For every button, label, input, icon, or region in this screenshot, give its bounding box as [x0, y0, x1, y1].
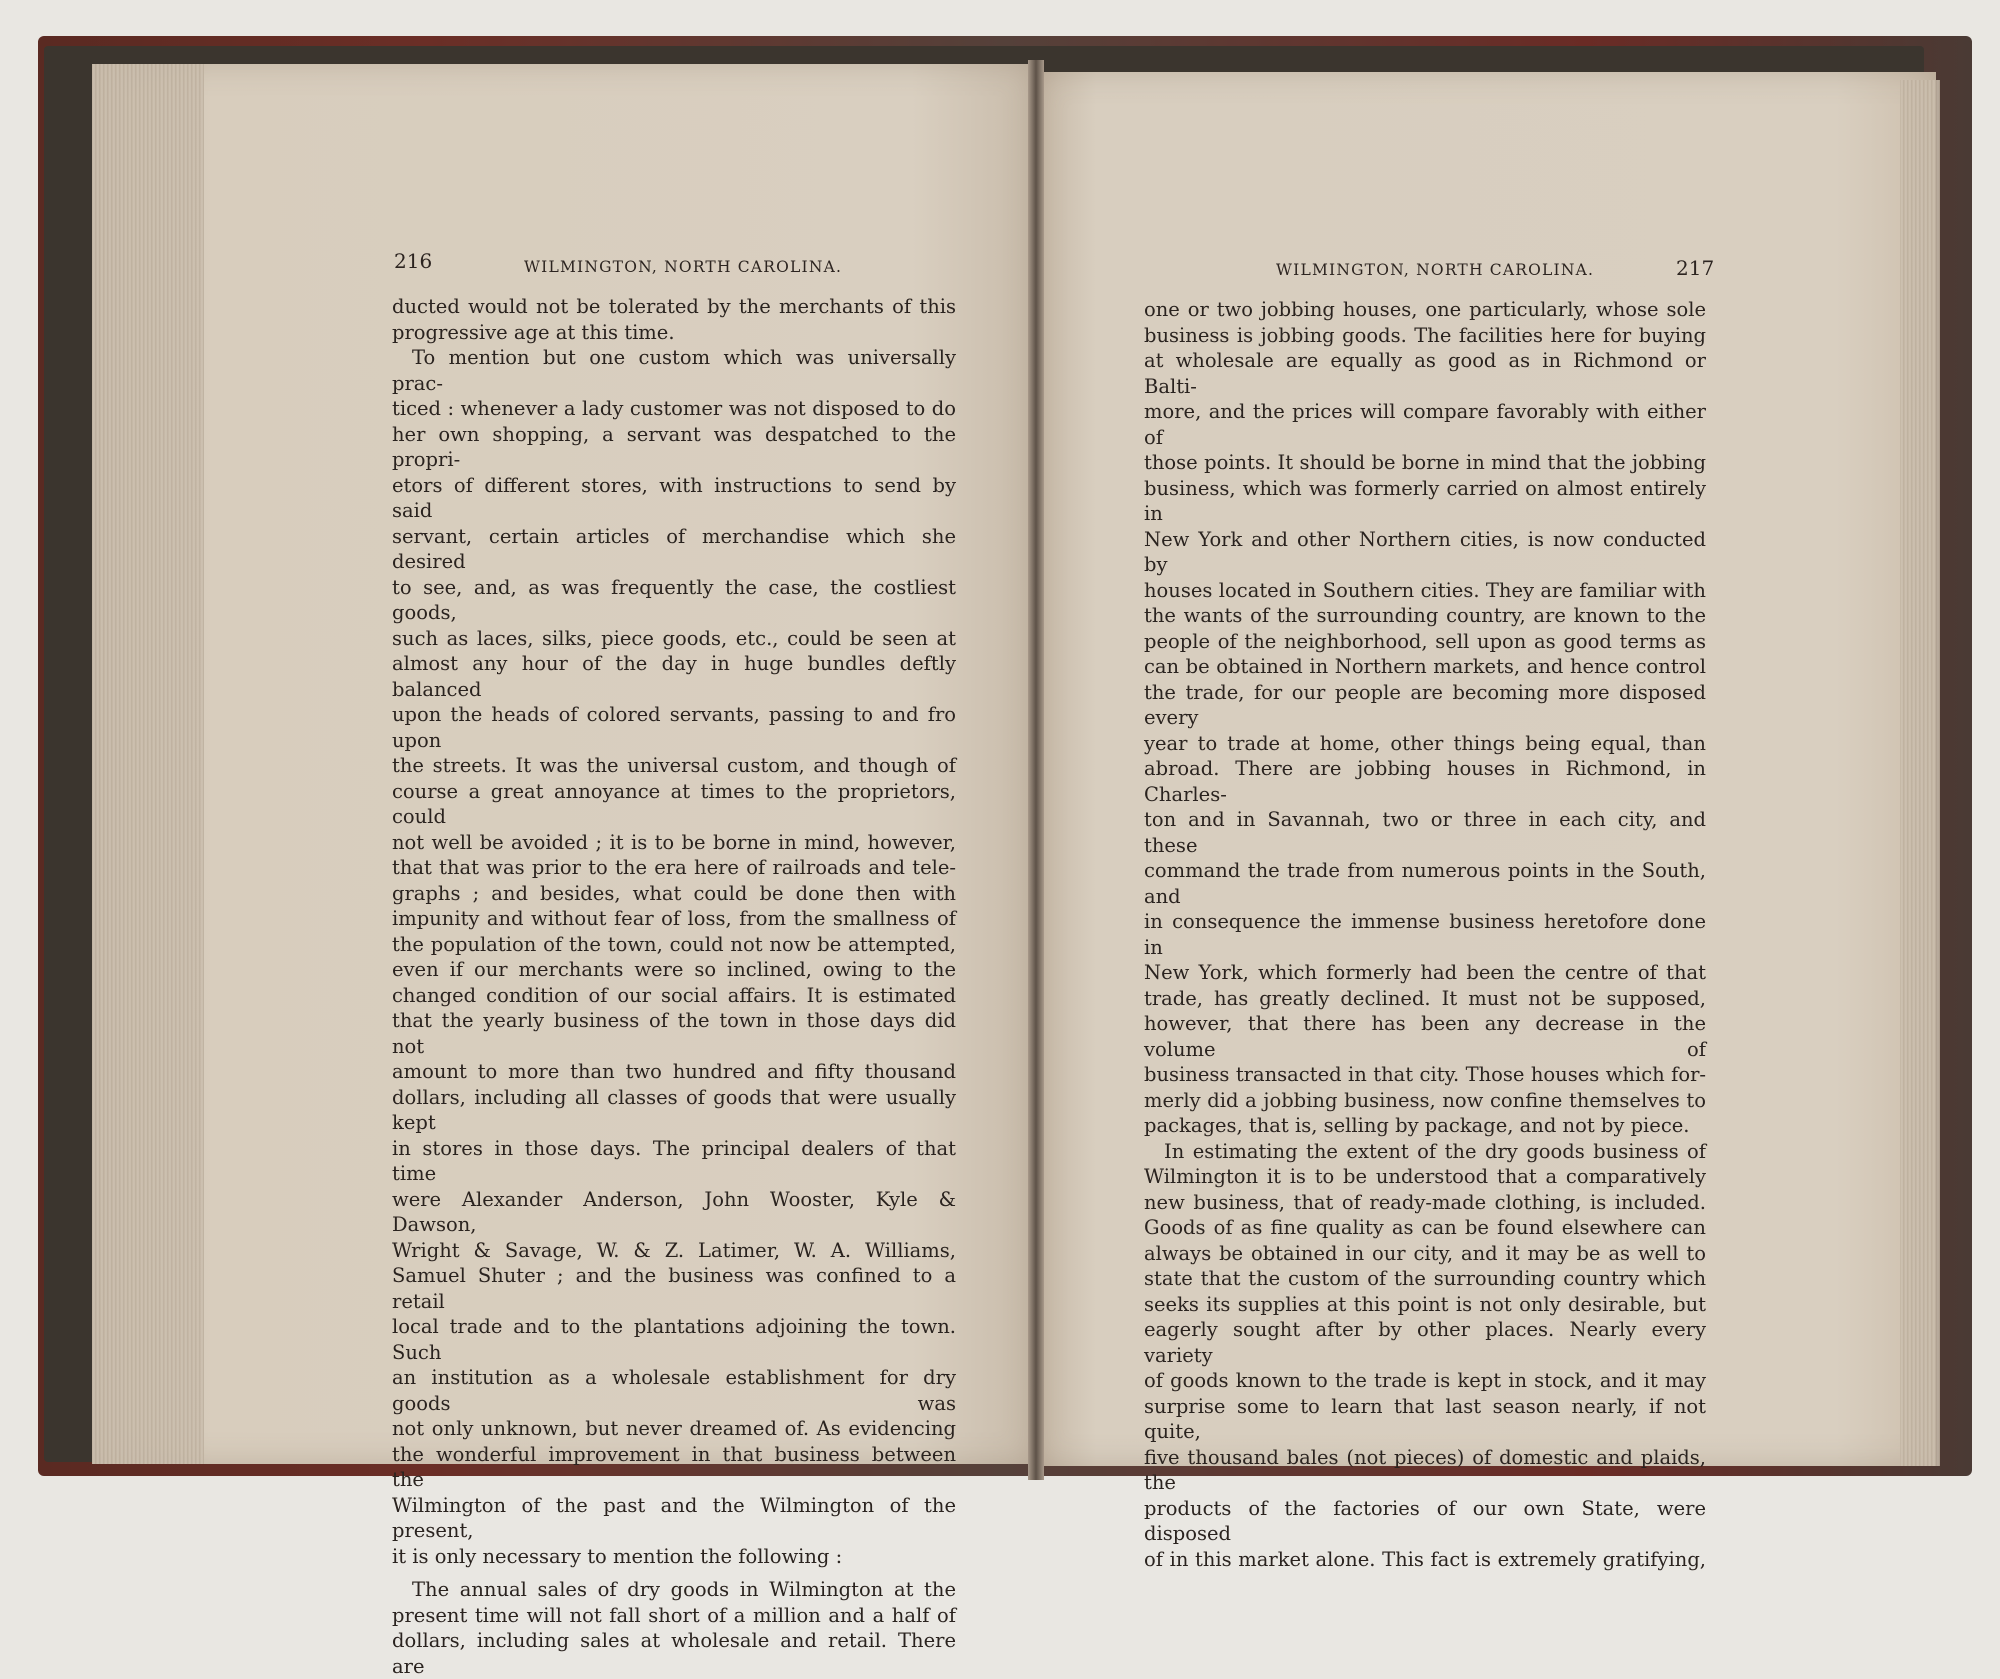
text-line: one or two jobbing houses, one particularly, whose sole — [1144, 298, 1706, 321]
right-page-edges — [1900, 80, 1940, 1466]
book-gutter — [1028, 60, 1044, 1480]
text-line: ducted would not be tolerated by the merchants of this — [392, 295, 956, 318]
text-line: course a great annoyance at times to the proprietors, could — [392, 779, 956, 828]
text-line: eagerly sought after by other places. Nearly every variety — [1144, 1318, 1706, 1367]
text-line: not well be avoided ; it is to be borne in mind, however, — [392, 830, 956, 854]
text-line: to see, and, as was frequently the case, the costliest goods, — [392, 575, 956, 624]
text-line: year to trade at home, other things being equal, than — [1144, 731, 1706, 755]
text-line: dollars, including all classes of goods that were usually kept — [392, 1085, 956, 1134]
text-line: amount to more than two hundred and fifty thousand — [392, 1060, 956, 1083]
text-line: almost any hour of the day in huge bundles deftly balanced — [392, 652, 956, 701]
left-page-body — [392, 294, 956, 1679]
text-line: impunity and without fear of loss, from the smallness of — [392, 907, 956, 930]
text-line: products of the factories of our own State, were disposed — [1144, 1496, 1706, 1545]
text-line: etors of different stores, with instructions to send by said — [392, 473, 956, 522]
text-line: Samuel Shuter ; and the business was confined to a retail — [392, 1264, 956, 1313]
text-line: the streets. It was the universal custom, and though of — [392, 754, 956, 777]
text-line: In estimating the extent of the dry goods business of — [1164, 1139, 1706, 1163]
text-line: business transacted in that city. Those houses which for- — [1144, 1063, 1706, 1086]
text-line: such as laces, silks, piece goods, etc., could be seen at — [392, 626, 956, 650]
text-line: at wholesale are equally as good as in Richmond or Balti- — [1144, 349, 1706, 398]
left-running-head: WILMINGTON, NORTH CAROLINA. — [524, 258, 843, 276]
text-line: the wants of the surrounding country, are known to the — [1144, 604, 1706, 627]
text-line: of in this market alone. This fact is extremely gratifying, — [1144, 1547, 1706, 1571]
text-line: New York and other Northern cities, is now conducted by — [1144, 527, 1706, 576]
text-line: more, and the prices will compare favorably with either of — [1144, 400, 1706, 449]
text-line: graphs ; and besides, what could be done then with — [392, 881, 956, 905]
text-line: even if our merchants were so inclined, owing to the — [392, 958, 956, 981]
text-line: To mention but one custom which was universally prac- — [392, 346, 956, 395]
text-line: upon the heads of colored servants, passing to and fro upon — [392, 703, 956, 752]
text-line: of goods known to the trade is kept in stock, and it may — [1144, 1369, 1706, 1392]
text-line: surprise some to learn that last season nearly, if not quite, — [1144, 1394, 1706, 1443]
text-line: The annual sales of dry goods in Wilmington at the — [412, 1578, 956, 1601]
text-line: can be obtained in Northern markets, and hence control — [1144, 655, 1706, 678]
text-line: people of the neighborhood, sell upon as good terms as — [1144, 629, 1706, 653]
text-line: it is only necessary to mention the following : — [392, 1544, 843, 1568]
text-line: ticed : whenever a lady customer was not disposed to do — [392, 397, 956, 420]
text-line: always be obtained in our city, and it may be as well to — [1144, 1241, 1706, 1265]
text-line: those points. It should be borne in mind that the jobbing — [1144, 451, 1706, 474]
text-line: that that was prior to the era here of railroads and tele- — [392, 856, 956, 879]
text-line: the population of the town, could not now be attempted, — [392, 932, 956, 956]
text-line: new business, that of ready-made clothing, is included. — [1144, 1190, 1706, 1214]
text-line: trade, has greatly declined. It must not be supposed, — [1144, 986, 1706, 1010]
text-line: abroad. There are jobbing houses in Richmond, in Charles- — [1144, 757, 1706, 806]
left-page-number: 216 — [394, 249, 433, 273]
text-line: the trade, for our people are becoming more disposed every — [1144, 680, 1706, 729]
text-line: that the yearly business of the town in those days did not — [392, 1009, 956, 1058]
text-line: Wilmington it is to be understood that a comparatively — [1144, 1165, 1706, 1188]
text-line: in stores in those days. The principal dealers of that time — [392, 1136, 956, 1185]
text-line: command the trade from numerous points in the South, and — [1144, 859, 1706, 908]
text-line: were Alexander Anderson, John Wooster, Kyle & Dawson, — [392, 1187, 956, 1236]
text-line: servant, certain articles of merchandise which she desired — [392, 524, 956, 573]
text-line: in consequence the immense business heretofore done in — [1144, 910, 1706, 959]
text-line: local trade and to the plantations adjoining the town. Such — [392, 1315, 956, 1364]
text-line: her own shopping, a servant was despatched to the propri- — [392, 422, 956, 471]
text-line: ton and in Savannah, two or three in each city, and these — [1144, 808, 1706, 857]
text-line: Wilmington of the past and the Wilmington of the present, — [392, 1493, 956, 1542]
text-line: the wonderful improvement in that business between the — [392, 1442, 956, 1491]
text-line: seeks its supplies at this point is not only desirable, but — [1144, 1292, 1706, 1316]
text-line: changed condition of our social affairs. It is estimated — [392, 983, 956, 1007]
text-line: houses located in Southern cities. They are familiar with — [1144, 578, 1706, 602]
text-line: business, which was formerly carried on almost entirely in — [1144, 476, 1706, 525]
text-line: five thousand bales (not pieces) of domestic and plaids, the — [1144, 1445, 1706, 1494]
text-line: present time will not fall short of a million and a half of — [392, 1603, 956, 1627]
text-line: progressive age at this time. — [392, 320, 675, 344]
text-line: packages, that is, selling by package, and not by piece. — [1144, 1114, 1690, 1137]
text-line: an institution as a wholesale establishment for dry goods was — [392, 1366, 956, 1415]
text-line: not only unknown, but never dreamed of. As evidencing — [392, 1417, 956, 1440]
left-page-edges — [92, 64, 204, 1464]
text-line: business is jobbing goods. The facilities here for buying — [1144, 323, 1706, 347]
text-line: however, that there has been any decrease in the volume of — [1144, 1012, 1706, 1061]
text-line: dollars, including sales at wholesale and retail. There are — [392, 1629, 956, 1678]
right-running-head: WILMINGTON, NORTH CAROLINA. — [1276, 261, 1595, 279]
right-page-body — [1144, 297, 1706, 1572]
text-line: Wright & Savage, W. & Z. Latimer, W. A. Williams, — [392, 1238, 956, 1262]
text-line: state that the custom of the surrounding country which — [1144, 1267, 1706, 1290]
text-line: Goods of as fine quality as can be found elsewhere can — [1144, 1216, 1706, 1239]
text-line: New York, which formerly had been the centre of that — [1144, 961, 1706, 984]
right-page-number: 217 — [1676, 256, 1715, 280]
text-line: merly did a jobbing business, now confine themselves to — [1144, 1088, 1706, 1112]
